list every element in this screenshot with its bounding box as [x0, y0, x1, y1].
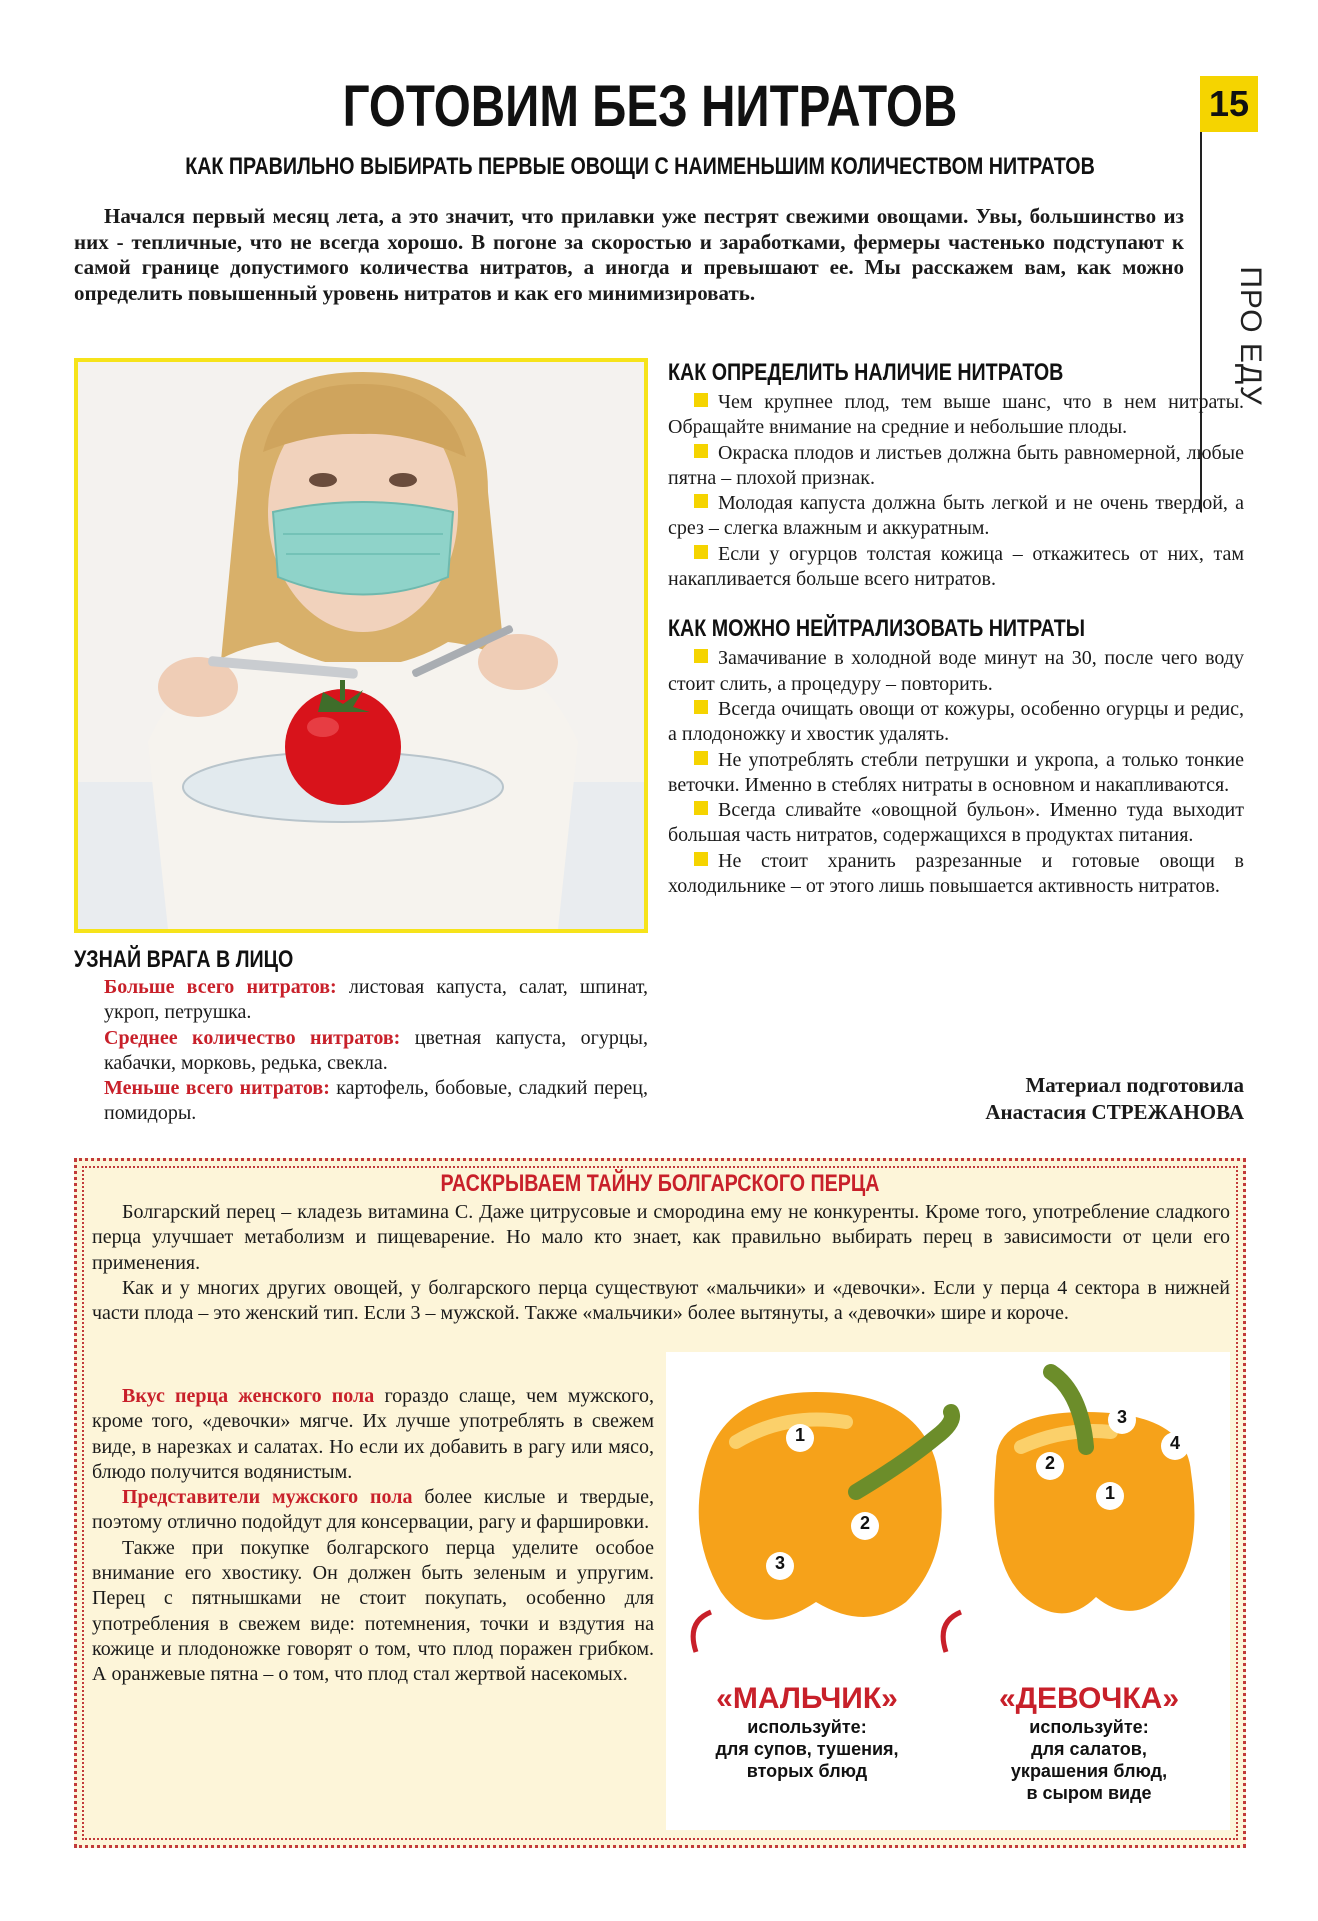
- sector-number-badge: 1: [1096, 1482, 1124, 1510]
- lead-paragraph: Начался первый месяц лета, а это значит, что прилавки уже пестрят свежими овощами. Увы, большинство из них - тепличные, что не всегда хорошо. В погоне за скоростью и заработками, фермеры частенько подступают к самой границе допустимого количества нитратов, а иногда и превышают ее. Мы расскажем вам, как можно определить повышенный уровень нитратов и как его минимизировать.: [74, 204, 1184, 305]
- enemy-key: Больше всего нитратов:: [104, 976, 337, 998]
- neutralize-item: Замачивание в холодной воде минут на 30, после чего воду стоит слить, а процедуру – повторить.: [668, 647, 1244, 695]
- girl-caption: [948, 1682, 1230, 1804]
- girl-use-title: используйте:: [1029, 1717, 1149, 1737]
- enemy-heading: УЗНАЙ ВРАГА В ЛИЦО: [74, 946, 294, 973]
- pepper-intro-paragraph: Как и у многих других овощей, у болгарского перца существуют «мальчики» и «девочки». Если у перца 4 сектора в нижней части плода – это женский тип. Если 3 – мужской. Также «мальчики» более вытянуты, а «девочки» шире и короче.: [92, 1276, 1230, 1325]
- pepper-illustration-panel: [666, 1352, 1230, 1830]
- girl-use-line: для салатов,: [1031, 1739, 1147, 1759]
- boy-pepper-icon: [699, 1392, 952, 1620]
- pepper-intro: [92, 1200, 1230, 1326]
- girl-use-line: в сыром виде: [1026, 1783, 1152, 1803]
- detect-item: Окраска плодов и листьев должна быть равномерной, любые пятна – плохой признак.: [668, 441, 1244, 489]
- sector-number-badge: 3: [1108, 1406, 1136, 1434]
- sector-number-badge: 2: [851, 1512, 879, 1540]
- arrow-icon: [693, 1612, 711, 1652]
- detect-item: Чем крупнее плод, тем выше шанс, что в нем нитраты. Обращайте внимание на средние и небольшие плоды.: [668, 391, 1244, 439]
- photo-woman-tomato: [74, 358, 648, 933]
- pepper-intro-paragraph: Болгарский перец – кладезь витамина С. Даже цитрусовые и смородина ему не конкуренты. Кроме того, употребление сладкого перца улучшает метаболизм и пищеварение. Но мало кто знает, как правильно выбирать перец в зависимости от цели его применения.: [92, 1201, 1230, 1274]
- pepper-text-column: [92, 1384, 654, 1688]
- boy-use-title: используйте:: [747, 1717, 867, 1737]
- boy-use-line: вторых блюд: [746, 1761, 868, 1781]
- article-title: ГОТОВИМ БЕЗ НИТРАТОВ: [342, 74, 958, 139]
- detect-heading: КАК ОПРЕДЕЛИТЬ НАЛИЧИЕ НИТРАТОВ: [668, 359, 1064, 386]
- bullet-square-icon: [694, 700, 708, 714]
- neutralize-item: Всегда сливайте «овощной бульон». Именно туда выходит большая часть нитратов, содержащихся в продуктах питания.: [668, 799, 1244, 847]
- woman-mask-illustration: [78, 362, 644, 929]
- sector-number-badge: 3: [766, 1552, 794, 1580]
- enemy-section: [74, 945, 648, 1127]
- tail-paragraph: Также при покупке болгарского перца уделите особое внимание его хвостику. Он должен быть зеленым и упругим. Перец с пятнышками не стоит покупать, особенно для употребления в свежем виде: потемнения, точки и вздутия на кожице и плодоножке говорят о том, что плод поражен грибком. А оранжевые пятна – о том, что плод стал жертвой насекомых.: [92, 1536, 654, 1686]
- enemy-row: Больше всего нитратов: листовая капуста, салат, шпинат, укроп, петрушка.: [104, 976, 648, 1024]
- pepper-box-title: РАСКРЫВАЕМ ТАЙНУ БОЛГАРСКОГО ПЕРЦА: [440, 1170, 880, 1197]
- detect-item: Молодая капуста должна быть легкой и не очень твердой, а срез – слегка влажным и аккуратным.: [668, 492, 1244, 540]
- female-paragraph: Вкус перца женского пола гораздо слаще, чем мужского, кроме того, «девочки» мягче. Их лучше употреблять в свежем виде, в нарезках и салатах. Но если их добавить в рагу или мясо, блюдо получится водянистым.: [92, 1385, 655, 1483]
- bullet-square-icon: [694, 494, 708, 508]
- credit-line-1: Материал подготовила: [1025, 1073, 1244, 1097]
- enemy-key: Среднее количество нитратов:: [104, 1026, 401, 1049]
- girl-pepper-icon: [994, 1372, 1194, 1613]
- bullet-square-icon: [694, 444, 708, 458]
- bullet-square-icon: [694, 751, 708, 765]
- boy-label: «МАЛЬЧИК»: [716, 1682, 898, 1715]
- enemy-row: Меньше всего нитратов: картофель, бобовые, сладкий перец, помидоры.: [104, 1077, 649, 1125]
- girl-use-line: украшения блюд,: [1010, 1761, 1168, 1781]
- rubric-label: ПРО ЕДУ: [1234, 266, 1267, 406]
- bullet-square-icon: [694, 393, 708, 407]
- male-paragraph: Представители мужского пола более кислые и твердые, поэтому отлично подойдут для консервации, рагу и фаршировки.: [92, 1486, 654, 1534]
- neutralize-item: Всегда очищать овощи от кожуры, особенно огурцы и редис, а плодоножку и хвостик удалять.: [668, 697, 1244, 746]
- sector-number-badge: 2: [1036, 1452, 1064, 1480]
- enemy-key: Меньше всего нитратов:: [104, 1077, 330, 1100]
- detect-item: Если у огурцов толстая кожица – откажитесь от них, там накапливается больше всего нитратов.: [668, 542, 1244, 591]
- sector-number-badge: 1: [786, 1424, 814, 1452]
- neutralize-item: Не употреблять стебли петрушки и укропа, а только тонкие веточки. Именно в стеблях нитраты в основном и накапливаются.: [668, 748, 1244, 796]
- bullet-square-icon: [694, 801, 708, 815]
- girl-label: «ДЕВОЧКА»: [998, 1682, 1180, 1715]
- boy-use-line: для супов, тушения,: [715, 1739, 899, 1759]
- right-column: [668, 358, 1244, 899]
- neutralize-heading: КАК МОЖНО НЕЙТРАЛИЗОВАТЬ НИТРАТЫ: [668, 615, 1086, 643]
- enemy-row: Среднее количество нитратов: цветная капуста, огурцы, кабачки, морковь, редька, свекла.: [104, 1026, 648, 1074]
- author-credit: [760, 1072, 1244, 1126]
- article-subtitle: КАК ПРАВИЛЬНО ВЫБИРАТЬ ПЕРВЫЕ ОВОЩИ С НАИМЕНЬШИМ КОЛИЧЕСТВОМ НИТРАТОВ: [185, 153, 1095, 180]
- bullet-square-icon: [694, 852, 708, 866]
- sector-number-badge: 4: [1161, 1432, 1189, 1460]
- arrow-icon: [943, 1612, 961, 1652]
- page-number: 15: [1200, 76, 1258, 132]
- bullet-square-icon: [694, 649, 708, 663]
- bullet-square-icon: [694, 545, 708, 559]
- neutralize-item: Не стоит хранить разрезанные и готовые овощи в холодильнике – от этого лишь повышается активность нитратов.: [668, 849, 1244, 898]
- boy-caption: [666, 1682, 948, 1782]
- credit-line-2: Анастасия СТРЕЖАНОВА: [985, 1100, 1244, 1124]
